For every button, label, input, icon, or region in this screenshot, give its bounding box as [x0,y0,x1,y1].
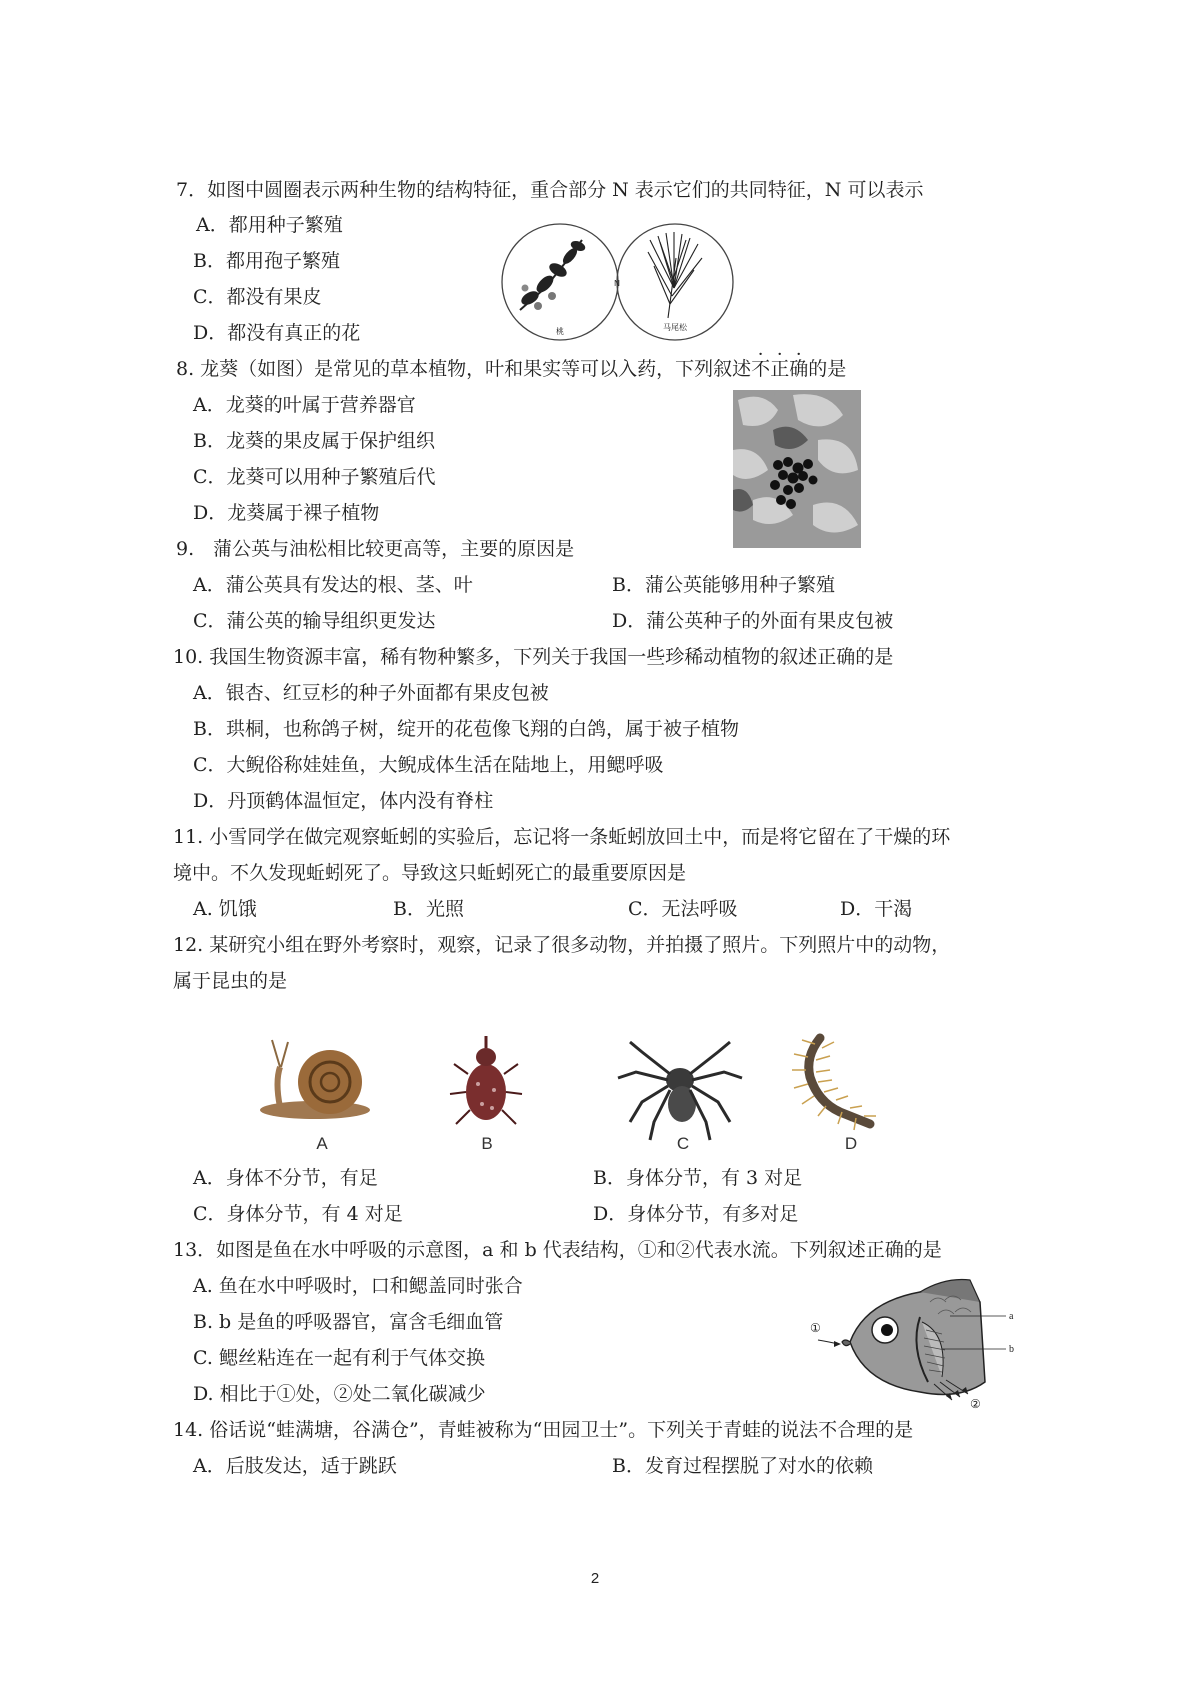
q12-stem-line1: 12. 某研究小组在野外考察时，观察，记录了很多动物，并拍摄了照片。下列照片中的动物， [173,934,951,956]
q9-option-d: D．蒲公英种子的外面有果皮包被 [612,610,894,632]
centipede-icon [792,1038,876,1130]
photo-label-a: A [316,1134,328,1152]
q13-option-d: D. 相比于①处，②处二氧化碳减少 [193,1383,486,1405]
snail-icon [260,1040,370,1119]
q9-option-a: A．蒲公英具有发达的根、茎、叶 [193,574,473,596]
q8-stem-part-b: 的是 [808,358,847,380]
q10-option-c: C．大鲵俗称娃娃鱼，大鲵成体生活在陆地上，用鳃呼吸 [193,754,664,776]
q9-option-b: B．蒲公英能够用种子繁殖 [612,574,835,596]
q13-fish-diagram [810,1272,1025,1412]
q10-stem: 10. 我国生物资源丰富，稀有物种繁多，下列关于我国一些珍稀动植物的叙述正确的是 [173,646,894,668]
q7-option-d: D．都没有真正的花 [193,322,361,344]
q13-stem: 13．如图是鱼在水中呼吸的示意图，a 和 b 代表结构，①和②代表水流。下列叙述正确的是 [173,1239,942,1261]
weevil-icon [450,1036,522,1124]
peach-branch-icon [520,240,586,310]
venn-center-label: N [614,279,620,288]
q13-option-c: C. 鳃丝粘连在一起有利于气体交换 [193,1347,485,1369]
fish-label-out: ② [970,1397,981,1411]
venn-circle-left [502,224,618,340]
q13-option-b: B. b 是鱼的呼吸器官，富含毛细血管 [193,1311,504,1333]
q8-option-a: A．龙葵的叶属于营养器官 [193,394,416,416]
page-number: 2 [590,1570,600,1587]
q8-option-b: B．龙葵的果皮属于保护组织 [193,430,435,452]
q13-option-a: A. 鱼在水中呼吸时，口和鳃盖同时张合 [193,1275,523,1297]
q12-option-a: A．身体不分节，有足 [193,1167,378,1189]
q11-stem-line1: 11. 小雪同学在做完观察蚯蚓的实验后，忘记将一条蚯蚓放回土中，而是将它留在了干燥的环 [173,826,951,848]
q7-option-b: B．都用孢子繁殖 [193,250,340,272]
q12-animal-photos [250,1012,950,1152]
q11-option-d: D．干渴 [840,898,913,920]
q7-venn-diagram [490,218,750,342]
q12-option-d: D．身体分节，有多对足 [593,1203,799,1225]
venn-right-label: 马尾松 [663,323,687,332]
q7-option-a: A．都用种子繁殖 [196,214,343,236]
q10-option-d: D．丹顶鹤体温恒定，体内没有脊柱 [193,790,494,812]
q8-nightshade-photo [733,390,861,548]
q12-stem-line2: 属于昆虫的是 [173,970,288,992]
q11-option-a: A. 饥饿 [193,898,257,920]
fish-label-b: b [1009,1344,1014,1355]
q10-option-a: A．银杏、红豆杉的种子外面都有果皮包被 [193,682,549,704]
q9-stem: 9. 蒲公英与油松相比较更高等，主要的原因是 [176,538,575,560]
spider-icon [618,1042,742,1140]
photo-label-d: D [844,1134,858,1152]
pine-branch-icon [648,232,702,318]
q8-option-d: D．龙葵属于裸子植物 [193,502,380,524]
q7-stem: 7．如图中圆圈表示两种生物的结构特征，重合部分 N 表示它们的共同特征，N 可以表示 [176,179,924,201]
q8-emphasis-char-3: 确 [789,358,809,380]
q8-stem-part-a: 8. 龙葵（如图）是常见的草本植物，叶和果实等可以入药，下列叙述 [176,358,752,380]
q8-emphasis-char-1: 不 [751,358,771,380]
q8-option-c: C．龙葵可以用种子繁殖后代 [193,466,436,488]
q14-option-a: A．后肢发达，适于跳跃 [193,1455,397,1477]
fish-label-a: a [1009,1311,1014,1322]
photo-label-c: C [676,1134,690,1152]
q10-option-b: B．珙桐，也称鸽子树，绽开的花苞像飞翔的白鸽，属于被子植物 [193,718,739,740]
q12-option-b: B．身体分节，有 3 对足 [593,1167,803,1189]
q7-option-c: C．都没有果皮 [193,286,322,308]
q8-emphasis-char-2: 正 [770,358,790,380]
fish-label-in: ① [810,1321,821,1335]
q8-stem [176,357,846,381]
q14-stem: 14. 俗话说“蛙满塘，谷满仓”，青蛙被称为“田园卫士”。下列关于青蛙的说法不合理的是 [173,1419,914,1441]
q11-option-b: B．光照 [393,898,464,920]
q11-stem-line2: 境中。不久发现蚯蚓死了。导致这只蚯蚓死亡的最重要原因是 [173,862,687,884]
q9-option-c: C．蒲公英的输导组织更发达 [193,610,436,632]
q11-option-c: C．无法呼吸 [628,898,738,920]
venn-left-label: 桃 [556,327,564,336]
q14-option-b: B．发育过程摆脱了对水的依赖 [612,1455,873,1477]
q12-option-c: C．身体分节，有 4 对足 [193,1203,403,1225]
photo-label-b: B [481,1134,493,1152]
